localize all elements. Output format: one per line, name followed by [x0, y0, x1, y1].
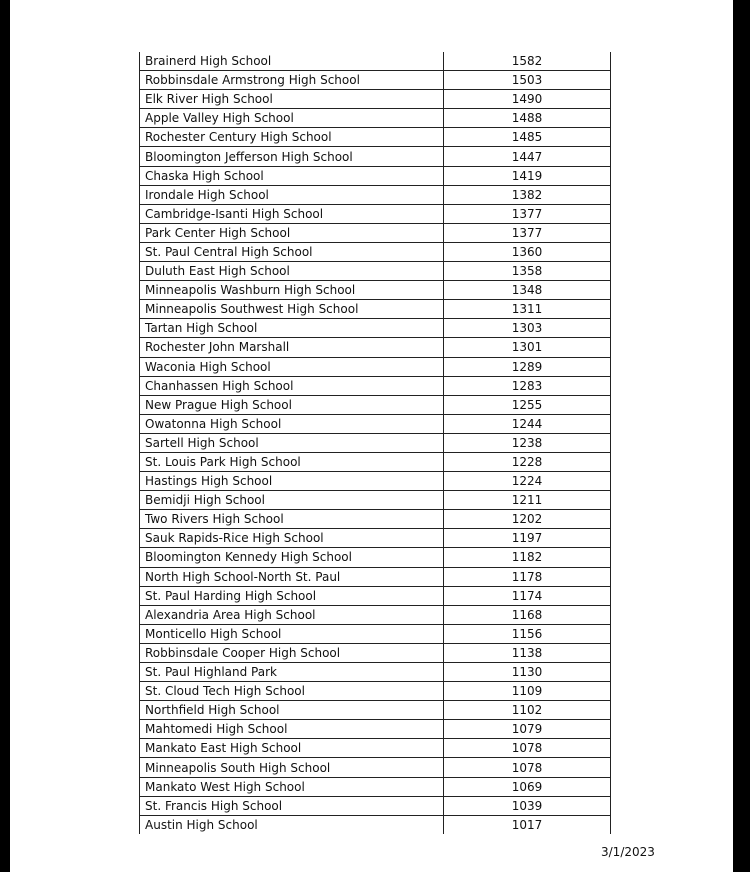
- table-row: [140, 452, 611, 471]
- table-row: [140, 567, 611, 586]
- table-row: [140, 815, 611, 834]
- score-cell: 1303: [444, 319, 611, 338]
- table-row: [140, 395, 611, 414]
- school-name-cell: Rochester John Marshall: [140, 338, 444, 357]
- school-name-cell: Waconia High School: [140, 357, 444, 376]
- school-name-cell: New Prague High School: [140, 395, 444, 414]
- table-row: [140, 52, 611, 71]
- score-cell: 1382: [444, 185, 611, 204]
- score-cell: 1311: [444, 300, 611, 319]
- school-name-cell: Owatonna High School: [140, 414, 444, 433]
- table-row: [140, 90, 611, 109]
- table-row: [140, 185, 611, 204]
- table-row: [140, 701, 611, 720]
- school-name-cell: St. Paul Harding High School: [140, 586, 444, 605]
- score-cell: 1377: [444, 204, 611, 223]
- table-row: [140, 472, 611, 491]
- score-cell: 1202: [444, 510, 611, 529]
- school-name-cell: Mahtomedi High School: [140, 720, 444, 739]
- table-row: [140, 548, 611, 567]
- table-row: [140, 796, 611, 815]
- table-row: [140, 777, 611, 796]
- table-row: [140, 128, 611, 147]
- school-name-cell: Sartell High School: [140, 433, 444, 452]
- school-name-cell: Tartan High School: [140, 319, 444, 338]
- school-name-cell: Mankato East High School: [140, 739, 444, 758]
- school-name-cell: Two Rivers High School: [140, 510, 444, 529]
- school-name-cell: Bloomington Kennedy High School: [140, 548, 444, 567]
- school-name-cell: St. Paul Highland Park: [140, 663, 444, 682]
- school-name-cell: Apple Valley High School: [140, 109, 444, 128]
- table-row: [140, 529, 611, 548]
- school-name-cell: Monticello High School: [140, 624, 444, 643]
- score-cell: 1503: [444, 71, 611, 90]
- table-row: [140, 147, 611, 166]
- score-cell: 1211: [444, 491, 611, 510]
- score-cell: 1017: [444, 815, 611, 834]
- school-name-cell: St. Cloud Tech High School: [140, 682, 444, 701]
- school-name-cell: Cambridge-Isanti High School: [140, 204, 444, 223]
- school-name-cell: Bloomington Jefferson High School: [140, 147, 444, 166]
- table-row: [140, 643, 611, 662]
- school-name-cell: Alexandria Area High School: [140, 605, 444, 624]
- school-name-cell: Elk River High School: [140, 90, 444, 109]
- table-row: [140, 586, 611, 605]
- score-cell: 1238: [444, 433, 611, 452]
- score-cell: 1289: [444, 357, 611, 376]
- score-cell: 1419: [444, 166, 611, 185]
- score-cell: 1447: [444, 147, 611, 166]
- table-row: [140, 720, 611, 739]
- school-name-cell: Minneapolis South High School: [140, 758, 444, 777]
- score-cell: 1168: [444, 605, 611, 624]
- score-cell: 1485: [444, 128, 611, 147]
- score-cell: 1224: [444, 472, 611, 491]
- score-cell: 1490: [444, 90, 611, 109]
- table-row: [140, 223, 611, 242]
- school-name-cell: Mankato West High School: [140, 777, 444, 796]
- school-name-cell: Northfield High School: [140, 701, 444, 720]
- school-name-cell: Hastings High School: [140, 472, 444, 491]
- school-name-cell: Minneapolis Southwest High School: [140, 300, 444, 319]
- score-cell: 1174: [444, 586, 611, 605]
- school-name-cell: Robbinsdale Cooper High School: [140, 643, 444, 662]
- score-cell: 1228: [444, 452, 611, 471]
- school-name-cell: Park Center High School: [140, 223, 444, 242]
- school-table-body: [140, 52, 611, 834]
- score-cell: 1197: [444, 529, 611, 548]
- school-name-cell: Duluth East High School: [140, 262, 444, 281]
- score-cell: 1138: [444, 643, 611, 662]
- table-row: [140, 300, 611, 319]
- table-row: [140, 605, 611, 624]
- school-name-cell: Robbinsdale Armstrong High School: [140, 71, 444, 90]
- score-cell: 1301: [444, 338, 611, 357]
- school-name-cell: Chanhassen High School: [140, 376, 444, 395]
- score-cell: 1039: [444, 796, 611, 815]
- table-row: [140, 204, 611, 223]
- score-cell: 1182: [444, 548, 611, 567]
- table-row: [140, 281, 611, 300]
- table-row: [140, 109, 611, 128]
- score-cell: 1079: [444, 720, 611, 739]
- school-name-cell: St. Francis High School: [140, 796, 444, 815]
- school-name-cell: Sauk Rapids-Rice High School: [140, 529, 444, 548]
- score-cell: 1102: [444, 701, 611, 720]
- score-cell: 1348: [444, 281, 611, 300]
- score-cell: 1156: [444, 624, 611, 643]
- school-name-cell: St. Louis Park High School: [140, 452, 444, 471]
- footer-date: 3/1/2023: [601, 845, 655, 859]
- table-row: [140, 739, 611, 758]
- document-page: [10, 0, 733, 872]
- table-row: [140, 71, 611, 90]
- table-row: [140, 510, 611, 529]
- school-name-cell: Bemidji High School: [140, 491, 444, 510]
- school-name-cell: Brainerd High School: [140, 52, 444, 71]
- table-row: [140, 262, 611, 281]
- school-name-cell: North High School-North St. Paul: [140, 567, 444, 586]
- table-row: [140, 166, 611, 185]
- score-cell: 1078: [444, 739, 611, 758]
- score-cell: 1078: [444, 758, 611, 777]
- table-row: [140, 242, 611, 261]
- table-row: [140, 357, 611, 376]
- school-name-cell: Minneapolis Washburn High School: [140, 281, 444, 300]
- score-cell: 1283: [444, 376, 611, 395]
- table-row: [140, 491, 611, 510]
- score-cell: 1488: [444, 109, 611, 128]
- table-row: [140, 624, 611, 643]
- school-table: [139, 52, 611, 834]
- table-row: [140, 663, 611, 682]
- score-cell: 1255: [444, 395, 611, 414]
- table-row: [140, 682, 611, 701]
- school-name-cell: Irondale High School: [140, 185, 444, 204]
- table-row: [140, 758, 611, 777]
- table-row: [140, 319, 611, 338]
- score-cell: 1582: [444, 52, 611, 71]
- score-cell: 1130: [444, 663, 611, 682]
- school-name-cell: St. Paul Central High School: [140, 242, 444, 261]
- score-cell: 1358: [444, 262, 611, 281]
- score-cell: 1109: [444, 682, 611, 701]
- school-name-cell: Rochester Century High School: [140, 128, 444, 147]
- school-name-cell: Chaska High School: [140, 166, 444, 185]
- score-cell: 1377: [444, 223, 611, 242]
- table-row: [140, 338, 611, 357]
- table-row: [140, 433, 611, 452]
- score-cell: 1069: [444, 777, 611, 796]
- table-row: [140, 376, 611, 395]
- score-cell: 1360: [444, 242, 611, 261]
- school-name-cell: Austin High School: [140, 815, 444, 834]
- table-row: [140, 414, 611, 433]
- score-cell: 1178: [444, 567, 611, 586]
- score-cell: 1244: [444, 414, 611, 433]
